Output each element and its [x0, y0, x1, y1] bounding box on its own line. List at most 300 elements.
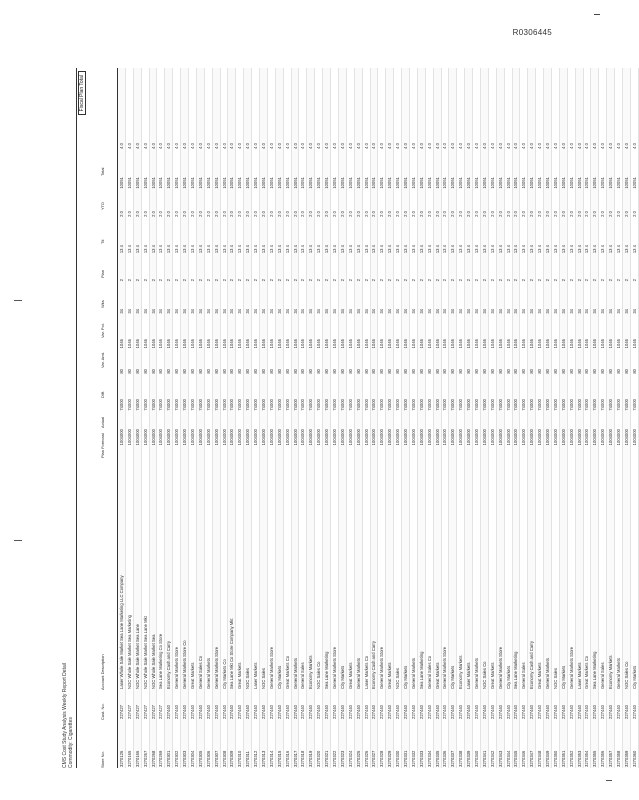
table-row [536, 68, 544, 768]
table-cell: 1004000 [497, 429, 503, 446]
table-cell: 1046 [363, 339, 369, 349]
table-row [315, 68, 323, 768]
table-cell: 10051 [545, 177, 551, 189]
table-cell: 80 [174, 369, 180, 374]
table-cell: 13 4 [521, 245, 527, 254]
table-cell: 80 [213, 369, 219, 374]
table-cell: 2 0 [118, 211, 124, 217]
table-cell: 34 [150, 309, 156, 314]
table-cell: 1046 [237, 339, 243, 349]
table-cell: 80 [363, 369, 369, 374]
table-cell: 1046 [552, 339, 558, 349]
table-cell: 80 [418, 369, 424, 374]
table-cell: 10051 [284, 177, 290, 189]
table-cell: 227440 [568, 705, 574, 719]
table-cell: 2 [197, 279, 203, 282]
table-cell: 3270356 [600, 750, 606, 767]
table-cell: 34 [434, 309, 440, 314]
table-cell: 3270333 [418, 750, 424, 767]
table-cell: 13 4 [395, 245, 401, 254]
table-cell: 10051 [253, 177, 259, 189]
table-row [489, 68, 497, 768]
table-cell: 1046 [316, 339, 322, 349]
table-cell: 1046 [568, 339, 574, 349]
table-cell: 1004000 [505, 429, 511, 446]
table-cell: 4 0 [545, 143, 551, 149]
table-cell: 34 [268, 309, 274, 314]
table-cell: 1046 [576, 339, 582, 349]
table-row [552, 68, 560, 768]
table-cell: 1004000 [158, 429, 164, 446]
table-cell: 227440 [189, 705, 195, 719]
table-cell: 4 0 [481, 143, 487, 149]
table-cell: City Markets [276, 665, 282, 689]
table-cell: 2 [150, 279, 156, 282]
table-cell: 34 [126, 309, 132, 314]
table-cell: 1004000 [308, 429, 314, 446]
table-cell: 34 [339, 309, 345, 314]
table-cell: 1046 [466, 339, 472, 349]
table-row [323, 68, 331, 768]
table-cell: 34 [537, 309, 543, 314]
table-cell: 2 [458, 279, 464, 282]
table-cell: 227440 [458, 705, 464, 719]
table-cell: 4 0 [458, 143, 464, 149]
table-cell: 1046 [339, 339, 345, 349]
table-cell: 227440 [253, 705, 259, 719]
table-cell: 4 0 [134, 143, 140, 149]
table-cell: 4 0 [292, 143, 298, 149]
table-cell: 227427 [142, 705, 148, 719]
table-cell: 2 [600, 279, 606, 282]
table-cell: 80 [537, 369, 543, 374]
table-cell: 1046 [584, 339, 590, 349]
table-cell: 34 [308, 309, 314, 314]
table-cell: 2 0 [537, 211, 543, 217]
table-cell: 2 0 [497, 211, 503, 217]
table-cell: 13 4 [584, 245, 590, 254]
table-cell: 2 0 [387, 211, 393, 217]
table-cell: 80 [126, 369, 132, 374]
table-cell: 227440 [442, 705, 448, 719]
table-cell: 80 [355, 369, 361, 374]
table-cell: 2 [497, 279, 503, 282]
table-row [434, 68, 442, 768]
column-header: Var. Amt. [100, 352, 105, 368]
table-cell: 2 0 [529, 211, 535, 217]
table-cell: 2 [158, 279, 164, 282]
table-cell: 80 [292, 369, 298, 374]
table-cell: 2 0 [560, 211, 566, 217]
table-row [339, 68, 347, 768]
table-cell: City Markets [403, 665, 408, 689]
table-cell: 34 [576, 309, 582, 314]
table-cell: 34 [631, 309, 637, 314]
table-cell: 3270330 [395, 750, 401, 767]
table-cell: 4 0 [631, 143, 637, 149]
table-cell: 227440 [197, 705, 203, 719]
table-cell: 2 0 [576, 211, 582, 217]
table-cell: 1004000 [331, 429, 337, 446]
table-cell: 4 0 [205, 143, 211, 149]
table-cell: 2 [450, 279, 456, 282]
table-cell: 2 [134, 279, 140, 282]
table-row [331, 68, 339, 768]
table-cell: Great Markets [347, 662, 353, 689]
table-cell: 74000 [158, 399, 164, 411]
table-cell: General Markets [292, 658, 298, 689]
table-cell: 2 0 [552, 211, 558, 217]
table-cell: 80 [197, 369, 203, 374]
table-cell: 3270312 [253, 750, 259, 767]
table-cell: 80 [268, 369, 274, 374]
table-cell: 74000 [560, 399, 566, 411]
table-row [576, 68, 584, 768]
table-cell: 3270332 [410, 750, 416, 767]
table-cell: 74000 [426, 399, 432, 411]
table-cell: 227440 [576, 705, 582, 719]
table-cell: 2 [387, 279, 393, 282]
table-cell: 74000 [545, 399, 551, 411]
table-cell: 2 [560, 279, 566, 282]
table-cell: 227440 [552, 705, 558, 719]
table-cell: 80 [442, 369, 448, 374]
table-cell: General Sales [300, 662, 306, 689]
table-cell: 4 0 [253, 143, 259, 149]
table-cell: 80 [308, 369, 314, 374]
table-cell: 34 [387, 309, 393, 314]
table-cell: 2 0 [584, 211, 590, 217]
table-cell: 74000 [552, 399, 558, 411]
table-cell: 4 0 [418, 143, 424, 149]
table-cell: 80 [458, 369, 464, 374]
table-cell: 1004000 [600, 429, 606, 446]
table-cell: 13 4 [355, 245, 361, 254]
table-cell: 3270269 [158, 750, 164, 767]
column-header: Wks [100, 300, 105, 308]
table-cell: 1004000 [347, 429, 353, 446]
table-cell: General Markets Store [331, 646, 337, 689]
table-cell: 2 0 [189, 211, 195, 217]
table-cell: 2 [300, 279, 306, 282]
table-cell: Great Markets Co [284, 655, 290, 689]
table-cell: 2 0 [182, 211, 188, 217]
table-cell: 13 4 [600, 245, 606, 254]
table-cell: 3270311 [245, 751, 251, 767]
table-cell: 80 [142, 369, 148, 374]
table-cell: 3270351 [560, 750, 566, 767]
table-cell: 227440 [608, 705, 614, 719]
table-cell: 1046 [426, 339, 432, 349]
table-cell: 1004000 [434, 429, 440, 446]
table-cell: 80 [466, 369, 472, 374]
table-cell: 3270339 [466, 750, 472, 767]
table-row [371, 68, 379, 768]
table-cell: 34 [410, 309, 416, 314]
table-cell: 74000 [403, 399, 408, 411]
table-cell: 13 4 [623, 245, 629, 254]
table-row [631, 68, 639, 768]
table-cell: 1004000 [237, 429, 243, 446]
table-cell: 227440 [371, 705, 377, 719]
table-cell: 2 0 [292, 211, 298, 217]
table-cell: 4 0 [260, 143, 266, 149]
table-cell: 1004000 [245, 429, 251, 446]
table-cell: NOC Whole Sale Market Sea Lane Mkt [142, 616, 148, 689]
table-cell: 1046 [197, 339, 203, 349]
table-cell: 80 [608, 369, 614, 374]
table-cell: 34 [545, 309, 551, 314]
table-cell: City Markets Co [221, 659, 227, 689]
table-cell: 34 [166, 309, 172, 314]
table-cell: 80 [221, 369, 227, 374]
table-cell: 2 [237, 279, 243, 282]
table-cell: 10051 [434, 177, 440, 189]
table-row [386, 68, 394, 768]
table-cell: 2 [529, 279, 535, 282]
table-cell: 2 [584, 279, 590, 282]
table-row [126, 68, 134, 768]
table-cell: 2 [276, 279, 282, 282]
table-cell: 34 [324, 309, 330, 314]
table-cell: 13 4 [166, 245, 172, 254]
table-cell: 74000 [284, 399, 290, 411]
table-cell: 3270359 [623, 750, 629, 767]
table-cell: 2 0 [545, 211, 551, 217]
table-cell: 4 0 [371, 143, 377, 149]
table-cell: 1046 [403, 339, 408, 349]
table-cell: 1046 [284, 339, 290, 349]
table-cell: 227440 [213, 705, 219, 719]
table-cell: 34 [347, 309, 353, 314]
table-cell: 34 [379, 309, 385, 314]
column-header: Cust. No. [100, 703, 105, 720]
table-cell: 74000 [229, 399, 235, 411]
table-cell: 74000 [363, 399, 369, 411]
table-cell: Economy Markets [308, 655, 314, 689]
table-cell: 227440 [403, 705, 408, 719]
table-cell: 3270358 [616, 750, 622, 767]
table-cell: NOC Whole Sale Market Sea Lane [134, 624, 140, 689]
table-cell: 2 0 [213, 211, 219, 217]
table-cell: 227427 [126, 705, 132, 719]
table-cell: 13 4 [481, 245, 487, 254]
table-cell: 13 4 [174, 245, 180, 254]
table-cell: 227440 [324, 705, 330, 719]
table-cell: Sea Lane Marketing [513, 651, 519, 689]
table-cell: 74000 [505, 399, 511, 411]
table-cell: 10051 [363, 177, 369, 189]
table-cell: 2 0 [174, 211, 180, 217]
table-cell: 3270268 [150, 750, 156, 767]
table-cell: General Markets Store [442, 646, 448, 689]
table-cell: 74000 [379, 399, 385, 411]
table-row [591, 68, 599, 768]
table-cell: 1004000 [371, 429, 377, 446]
table-cell: 227440 [174, 705, 180, 719]
table-cell: 1046 [379, 339, 385, 349]
table-cell: General Markets [474, 658, 480, 689]
table-cell: 2 [174, 279, 180, 282]
table-cell: 34 [568, 309, 574, 314]
table-cell: 74000 [197, 399, 203, 411]
table-cell: Great Markets Co [584, 655, 590, 689]
table-cell: 4 0 [221, 143, 227, 149]
table-cell: 2 [308, 279, 314, 282]
table-cell: 74000 [118, 399, 124, 411]
table-cell: 3270353 [576, 750, 582, 767]
table-cell: 80 [379, 369, 385, 374]
table-cell: 1004000 [489, 429, 495, 446]
column-header: Store No. [100, 751, 105, 768]
table-row [465, 68, 473, 768]
table-cell: 74000 [245, 399, 251, 411]
table-cell: 10051 [623, 177, 629, 189]
table-cell: 13 4 [442, 245, 448, 254]
table-row [473, 68, 481, 768]
table-cell: 4 0 [426, 143, 432, 149]
table-cell: 34 [458, 309, 464, 314]
table-cell: 3270355 [592, 750, 598, 767]
table-cell: 80 [371, 369, 377, 374]
table-cell: 227440 [347, 705, 353, 719]
table-cell: 1004000 [426, 429, 432, 446]
table-cell: NOC Sales [245, 668, 251, 689]
table-cell: 2 0 [418, 211, 424, 217]
table-cell: 3270328 [379, 750, 385, 767]
table-cell: General Sales Co [426, 655, 432, 689]
table-cell: 80 [576, 369, 582, 374]
table-cell: General Markets Store Co [182, 640, 188, 689]
table-cell: 13 4 [387, 245, 393, 254]
table-cell: 10051 [118, 177, 124, 189]
table-cell: 2 0 [489, 211, 495, 217]
table-cell: 34 [134, 309, 140, 314]
table-cell: 10051 [142, 177, 148, 189]
table-cell: 2 0 [300, 211, 306, 217]
table-cell: 1004000 [458, 429, 464, 446]
table-cell: 80 [568, 369, 574, 374]
table-cell: 13 4 [182, 245, 188, 254]
table-row [599, 68, 607, 768]
table-cell: 3270341 [481, 750, 487, 767]
table-cell: 10051 [481, 177, 487, 189]
table-cell: 34 [623, 309, 629, 314]
table-cell: 3270342 [489, 750, 495, 767]
table-cell: 80 [426, 369, 432, 374]
table-cell: 1004000 [355, 429, 361, 446]
table-cell: 10051 [403, 177, 408, 189]
table-cell: 80 [481, 369, 487, 374]
table-cell: 3270166 [134, 750, 140, 767]
table-cell: 1004000 [403, 429, 408, 446]
table-cell: 2 [489, 279, 495, 282]
table-cell: 13 4 [221, 245, 227, 254]
table-cell: 1004000 [395, 429, 401, 446]
table-cell: 227440 [592, 705, 598, 719]
table-cell: NOC Sales Co [316, 661, 322, 689]
table-cell: 34 [403, 309, 408, 314]
table-cell: 3270316 [284, 750, 290, 767]
table-cell: 2 [316, 279, 322, 282]
table-cell: 1004000 [166, 429, 172, 446]
table-cell: 34 [584, 309, 590, 314]
table-cell: 10051 [182, 177, 188, 189]
table-cell: 2 [576, 279, 582, 282]
table-cell: 227440 [584, 705, 590, 719]
table-cell: 227440 [237, 705, 243, 719]
table-cell: 80 [205, 369, 211, 374]
table-cell: General Markets [616, 658, 622, 689]
table-cell: 3270308 [221, 750, 227, 767]
table-cell: 1046 [221, 339, 227, 349]
table-cell: 10051 [497, 177, 503, 189]
table-cell: 34 [466, 309, 472, 314]
table-cell: 2 0 [276, 211, 282, 217]
table-cell: 3270349 [545, 750, 551, 767]
table-cell: 4 0 [339, 143, 345, 149]
table-cell: Laser Whole Sale Market Sea Lane Marketing LLC Company [118, 575, 124, 689]
table-cell: 3270305 [197, 750, 203, 767]
table-cell: 80 [166, 369, 172, 374]
table-cell: 1004000 [268, 429, 274, 446]
table-cell: 34 [142, 309, 148, 314]
table-cell: 1004000 [182, 429, 188, 446]
table-cell: 227440 [245, 705, 251, 719]
table-cell: 10051 [126, 177, 132, 189]
table-cell: 1046 [126, 339, 132, 349]
table-cell: 1004000 [474, 429, 480, 446]
table-cell: 2 0 [260, 211, 266, 217]
table-cell: 74000 [213, 399, 219, 411]
table-cell: 2 0 [592, 211, 598, 217]
table-cell: 2 0 [308, 211, 314, 217]
table-cell: 4 0 [537, 143, 543, 149]
table-cell: 34 [529, 309, 535, 314]
table-cell: 74000 [150, 399, 156, 411]
table-cell: 2 [474, 279, 480, 282]
table-row [142, 68, 150, 768]
table-cell: 80 [331, 369, 337, 374]
table-cell: 1046 [600, 339, 606, 349]
table-cell: 2 [142, 279, 148, 282]
table-cell: 2 0 [513, 211, 519, 217]
table-cell: 3270334 [426, 750, 432, 767]
table-cell: 74000 [600, 399, 606, 411]
table-cell: 4 0 [276, 143, 282, 149]
table-row [505, 68, 513, 768]
table-cell: 13 4 [403, 245, 408, 254]
table-cell: 74000 [474, 399, 480, 411]
table-cell: 3270338 [458, 750, 464, 767]
table-cell: 1004000 [213, 429, 219, 446]
table-cell: 4 0 [355, 143, 361, 149]
table-cell: 80 [489, 369, 495, 374]
table-cell: 1046 [189, 339, 195, 349]
table-cell: 4 0 [363, 143, 369, 149]
table-cell: 2 0 [355, 211, 361, 217]
table-cell: 3270126 [118, 750, 124, 767]
table-row [426, 68, 434, 768]
table-cell: Laser Markets [253, 662, 259, 689]
table-cell: Great Markets [189, 662, 195, 689]
table-cell: 4 0 [434, 143, 440, 149]
table-cell: 4 0 [584, 143, 590, 149]
table-cell: 74000 [592, 399, 598, 411]
table-cell: 227440 [410, 705, 416, 719]
table-cell: 2 0 [403, 211, 408, 217]
table-cell: 34 [481, 309, 487, 314]
